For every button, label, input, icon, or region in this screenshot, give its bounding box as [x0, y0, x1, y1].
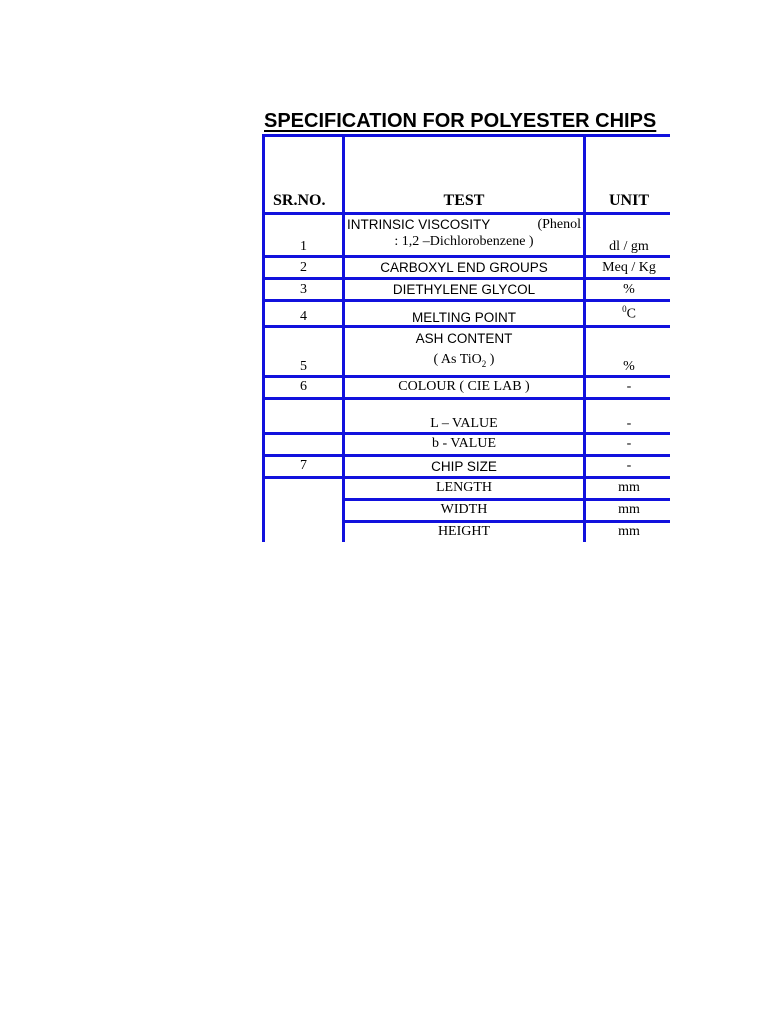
- header-unit: UNIT: [585, 136, 671, 214]
- table-row: [264, 398, 671, 433]
- table-row: [264, 327, 671, 377]
- row-srno: 1: [264, 214, 344, 257]
- row-unit: -: [585, 398, 671, 433]
- row-test: DIETHYLENE GLYCOL: [344, 279, 585, 301]
- row-test: [344, 214, 585, 257]
- row-unit: -: [585, 433, 671, 455]
- row-test: CARBOXYL END GROUPS: [344, 257, 585, 279]
- row-unit: %: [585, 327, 671, 377]
- row-test: [344, 327, 585, 377]
- row-unit: %: [585, 279, 671, 301]
- spec-table-container: [262, 134, 670, 542]
- row-srno-empty: [264, 477, 344, 542]
- row-srno: 2: [264, 257, 344, 279]
- row-test: CHIP SIZE: [344, 455, 585, 477]
- unit-superscript: 0: [622, 304, 627, 315]
- unit-text: C: [626, 306, 636, 322]
- test-name-part: (Phenol: [537, 217, 581, 232]
- row-unit: [585, 301, 671, 327]
- row-test: MELTING POINT: [344, 301, 585, 327]
- table-row: [264, 257, 671, 279]
- spec-table: [262, 134, 670, 542]
- row-srno: [264, 398, 344, 433]
- row-srno: 4: [264, 301, 344, 327]
- row-test: WIDTH: [344, 499, 585, 521]
- row-unit: mm: [585, 521, 671, 542]
- page-title: SPECIFICATION FOR POLYESTER CHIPS: [264, 110, 657, 132]
- row-srno: 6: [264, 376, 344, 398]
- row-srno: 3: [264, 279, 344, 301]
- row-srno: [264, 433, 344, 455]
- row-test: L – VALUE: [344, 398, 585, 433]
- header-test: TEST: [344, 136, 585, 214]
- row-test: b - VALUE: [344, 433, 585, 455]
- table-row: [264, 279, 671, 301]
- test-name-part: ( As TiO$_2$ ): [433, 352, 495, 369]
- table-row: [264, 214, 671, 257]
- test-name-part: INTRINSIC VISCOSITY: [347, 217, 491, 232]
- table-row: [264, 376, 671, 398]
- row-test: HEIGHT: [344, 521, 585, 542]
- test-name-part: : 1,2 –Dichlorobenzene ): [394, 234, 534, 249]
- row-unit: -: [585, 376, 671, 398]
- row-srno: 7: [264, 455, 344, 477]
- test-name-part: ASH CONTENT: [415, 331, 513, 346]
- row-srno: 5: [264, 327, 344, 377]
- row-test: COLOUR ( CIE LAB ): [344, 376, 585, 398]
- header-srno: SR.NO.: [264, 136, 344, 214]
- table-row: [264, 477, 671, 499]
- header-row: [264, 136, 671, 214]
- row-unit: -: [585, 455, 671, 477]
- row-unit: mm: [585, 477, 671, 499]
- row-test: LENGTH: [344, 477, 585, 499]
- table-row: [264, 301, 671, 327]
- table-row: [264, 433, 671, 455]
- row-unit: mm: [585, 499, 671, 521]
- row-unit: dl / gm: [585, 214, 671, 257]
- row-unit: Meq / Kg: [585, 257, 671, 279]
- table-row: [264, 455, 671, 477]
